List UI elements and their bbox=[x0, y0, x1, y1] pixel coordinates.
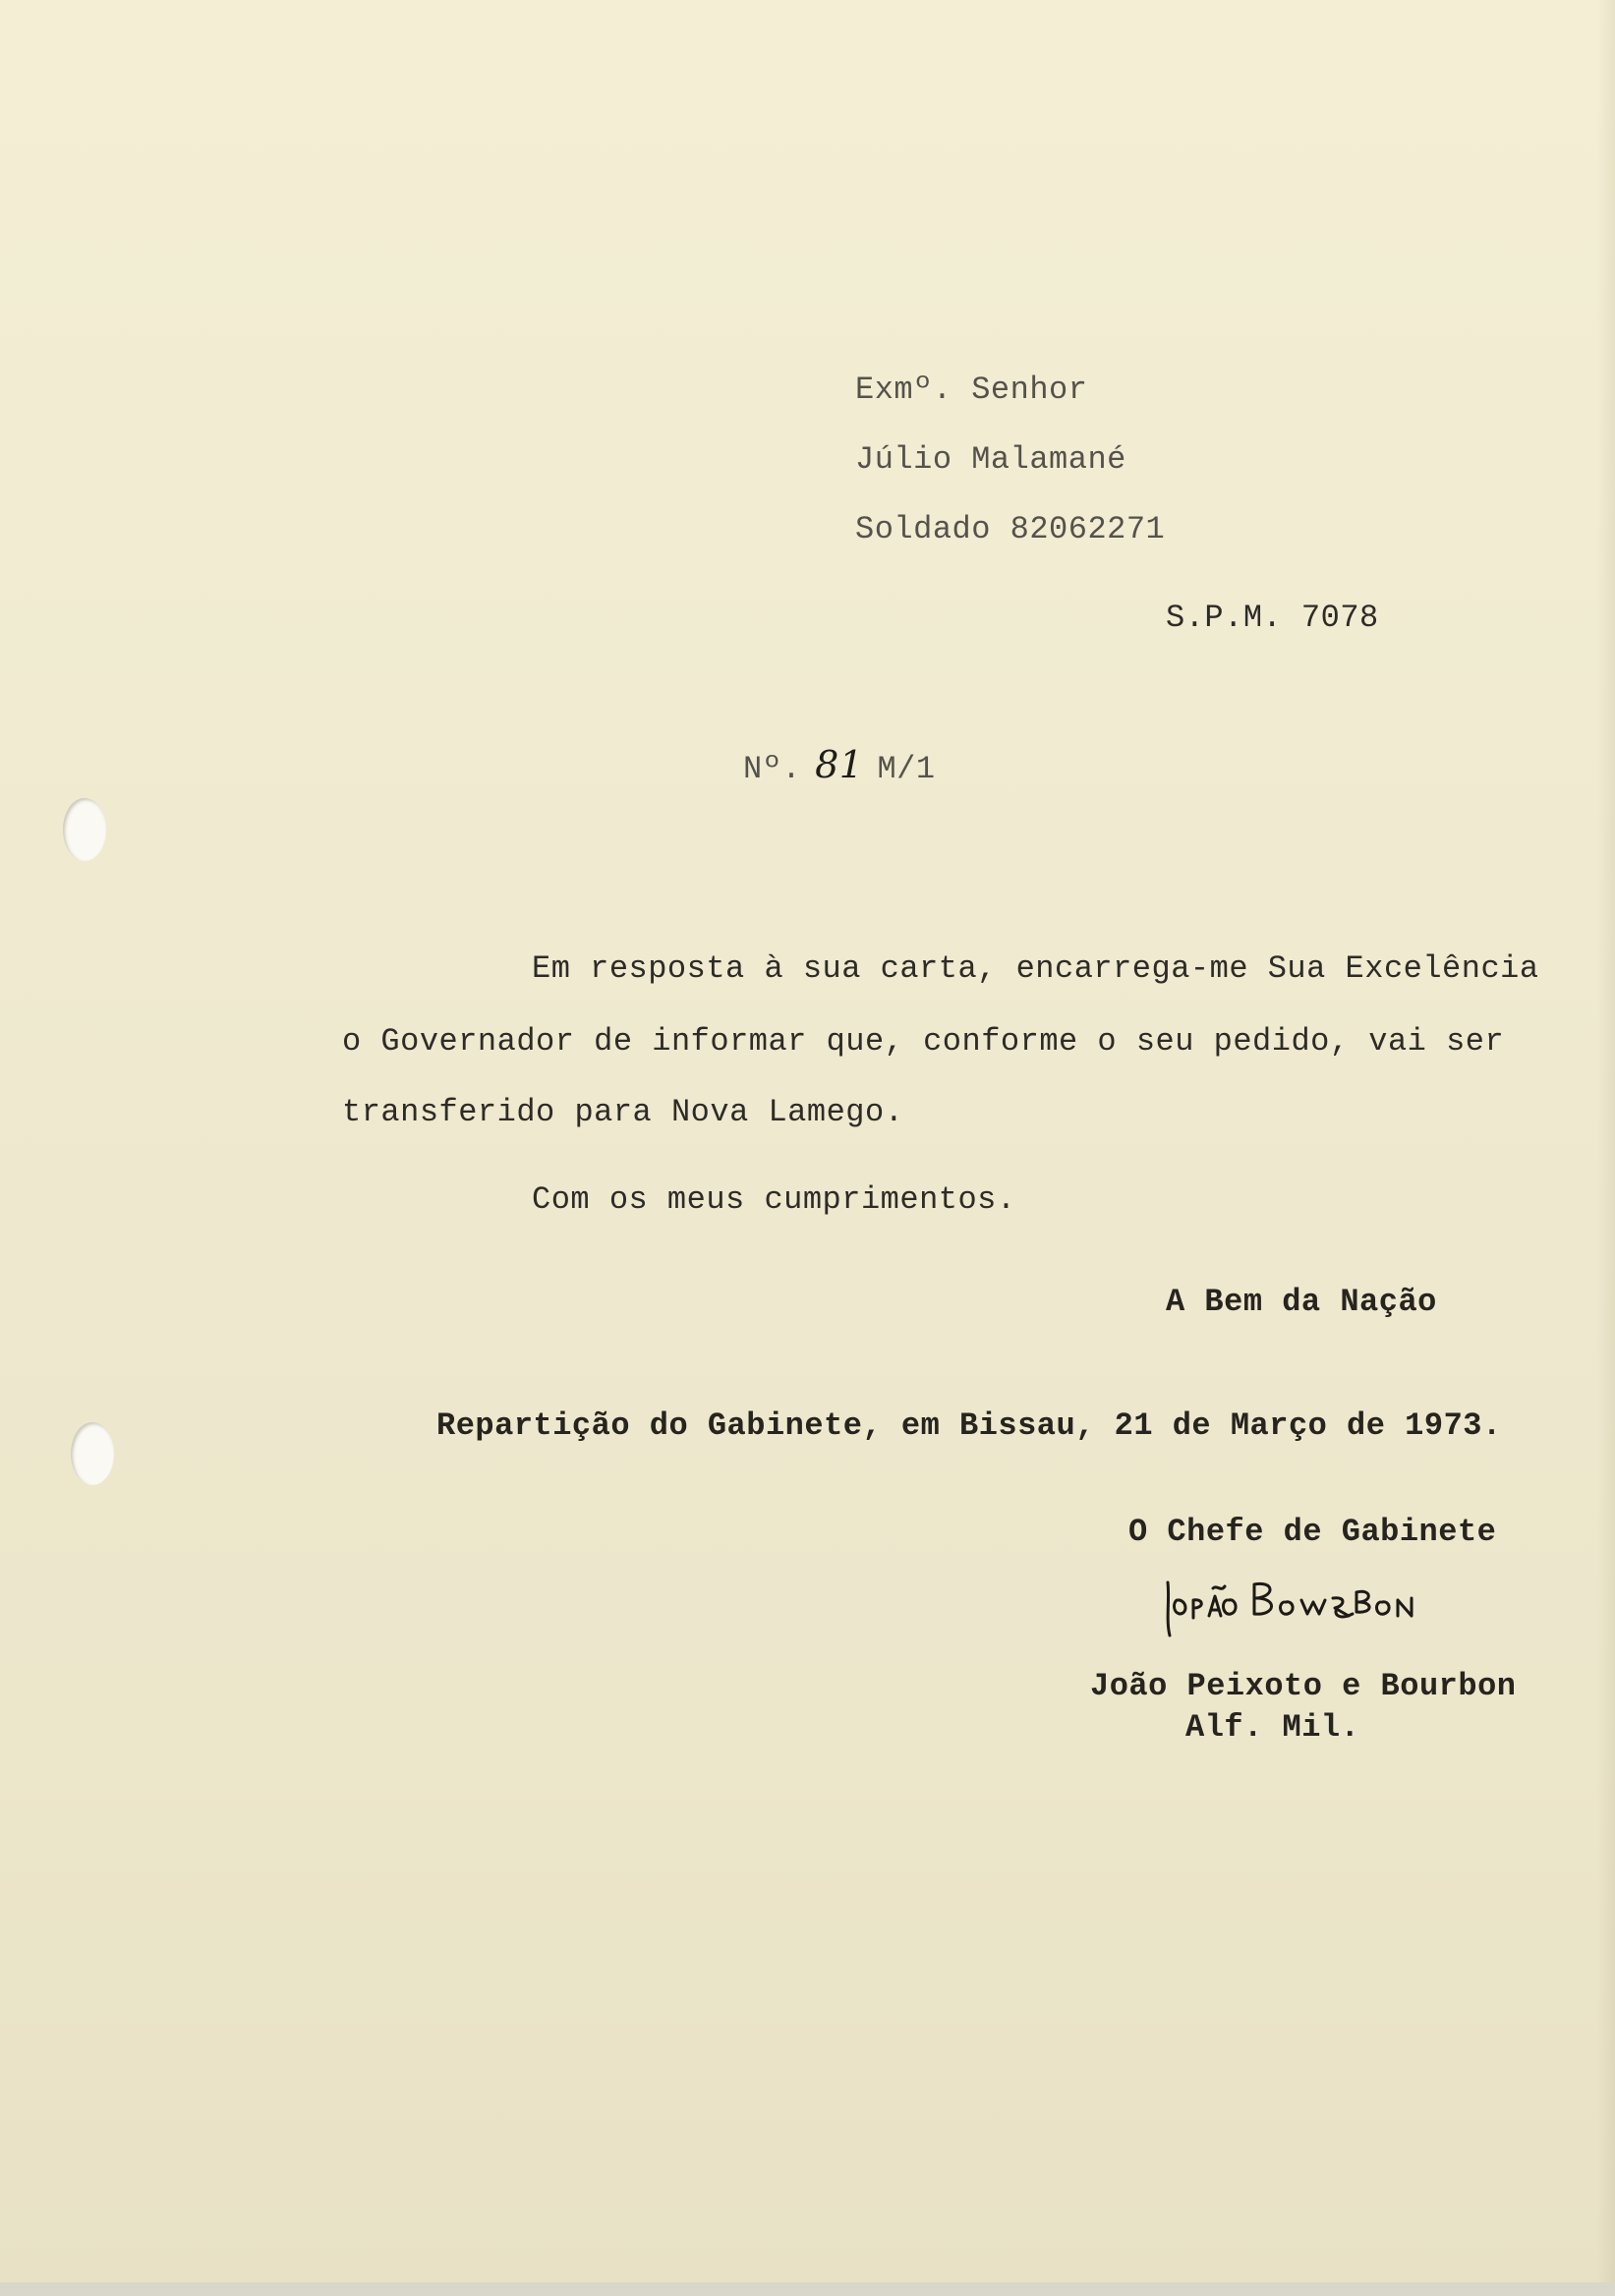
body-line-2: o Governador de informar que, conforme o seu pedido, vai ser bbox=[342, 1023, 1505, 1060]
handwritten-signature bbox=[1160, 1571, 1455, 1639]
salutation: Exmº. Senhor bbox=[855, 372, 1088, 408]
punch-hole-top bbox=[63, 798, 106, 861]
body-line-1: Em resposta à sua carta, encarrega-me Sua Excelência bbox=[532, 950, 1539, 987]
motto: A Bem da Nação bbox=[1166, 1284, 1437, 1320]
recipient-rank: Soldado 82062271 bbox=[855, 511, 1166, 547]
reference-number: 81 bbox=[815, 743, 864, 786]
recipient-spm: S.P.M. 7078 bbox=[1166, 600, 1379, 636]
reference-prefix: Nº. bbox=[743, 751, 802, 787]
closing: Com os meus cumprimentos. bbox=[532, 1181, 1016, 1218]
place-date: Repartição do Gabinete, em Bissau, 21 de Março de 1973. bbox=[436, 1407, 1502, 1444]
paper-edge-shadow bbox=[1597, 0, 1615, 2296]
reference-suffix: M/1 bbox=[877, 751, 936, 787]
signer-name: João Peixoto e Bourbon bbox=[1090, 1668, 1517, 1704]
signer-rank: Alf. Mil. bbox=[1185, 1709, 1360, 1746]
recipient-name: Júlio Malamané bbox=[855, 441, 1126, 478]
punch-hole-bottom bbox=[71, 1422, 114, 1485]
signer-title: O Chefe de Gabinete bbox=[1128, 1514, 1497, 1550]
body-line-3: transferido para Nova Lamego. bbox=[342, 1094, 904, 1130]
reference-line bbox=[743, 743, 936, 788]
scan-bottom-border bbox=[0, 2282, 1615, 2296]
